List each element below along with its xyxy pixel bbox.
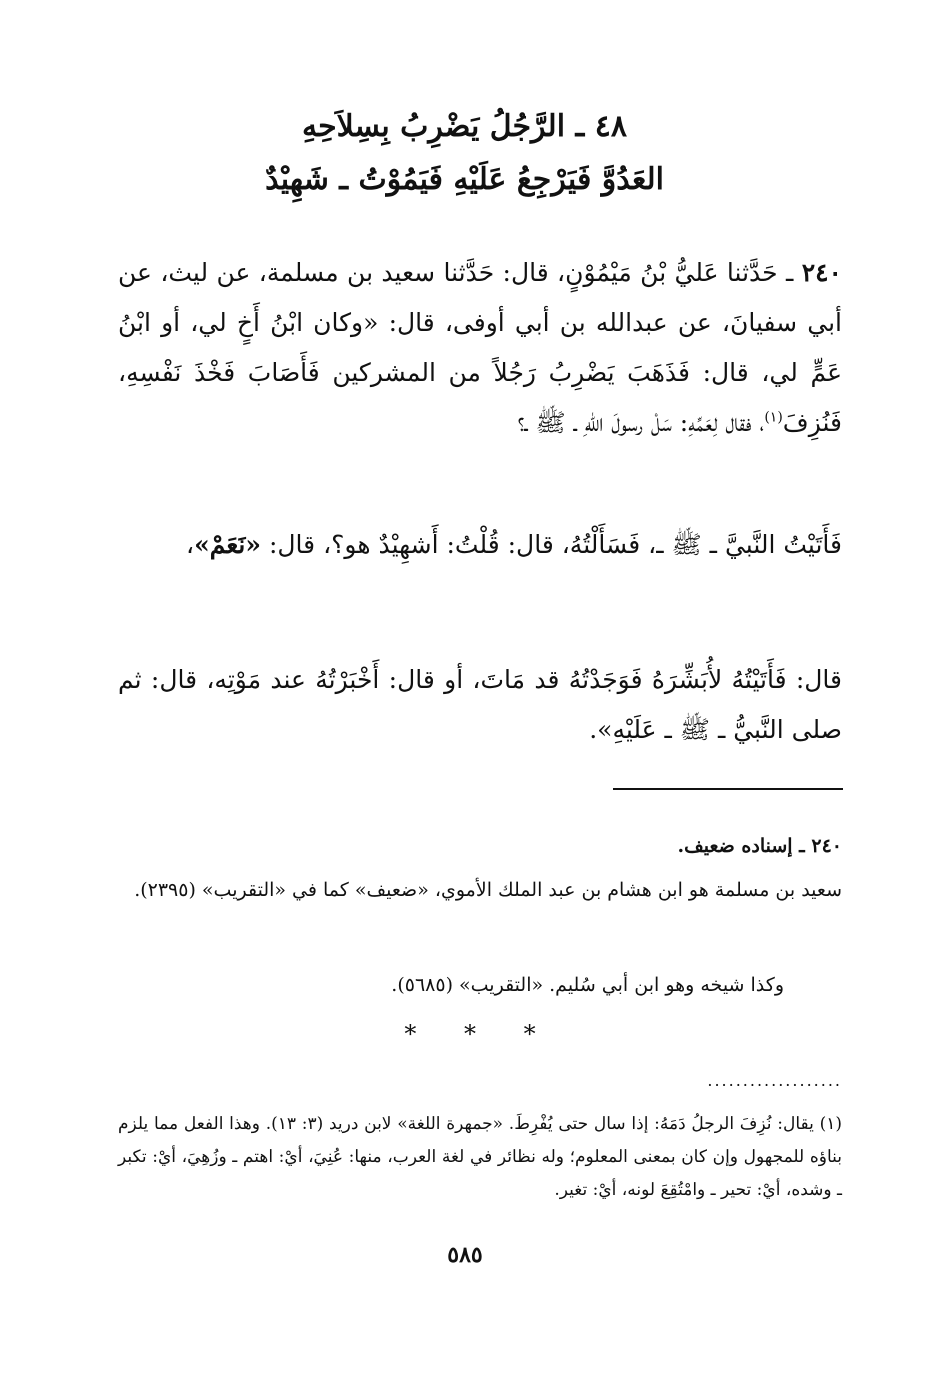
footnote-dotted-rule: ................... xyxy=(707,1071,842,1090)
hadith-text-2-end: ، xyxy=(186,530,195,559)
hadith-number: ٢٤٠ xyxy=(801,258,842,287)
note-narrator: سعيد بن مسلمة هو ابن هشام بن عبد الملك الأموي، «ضعيف» كما في «التقريب» (٢٣٩٥). xyxy=(134,879,842,901)
hadith-answer: «نَعَمْ» xyxy=(194,530,262,559)
hadith-text-2: فَأَتَيْتُ النَّبيَّ ـ ﷺ ـ، فَسَأَلْتُهُ، قال: قُلْتُ: أَشهِيْدٌ هو؟، قال: xyxy=(268,530,842,559)
section-separator: * * * xyxy=(404,1020,536,1048)
hadith-text-1: ـ حَدَّثنا عَليُّ بْنُ مَيْمُوْنٍ، قال: حَدَّثنا سعيد بن مسلمة، عن ليث، عن أبي سفيانَ، عن عبدالله بن أبي أوفى، قال: «وكان ابْنُ أَخٍ لي، أو ابْنُ عَمٍّ لي، قال: فَذَهَبَ يَضْرِبُ رَجُلاً من المشركين فَأَصَابَ فَخْذَ نَفْسِهِ، فَنُزِفَ xyxy=(118,258,842,437)
page-number: ٥٨٥ xyxy=(447,1242,483,1268)
chapter-title-line-2: العَدُوَّ فَيَرْجِعُ عَلَيْهِ فَيَمُوْتُ ـ شَهِيْدٌ xyxy=(265,162,664,197)
notes-divider xyxy=(613,788,843,790)
hadith-paragraph-3: قال: فَأَتَيْتُهُ لأُبَشِّرَهُ فَوَجَدْتُهُ قد مَاتَ، أو قال: أَخْبَرْتُهُ عند مَوْتِه، قال: ثم صلى النَّبيُّ ـ ﷺ ـ عَلَيْهِ». xyxy=(118,665,842,744)
note-sheikh: وكذا شيخه وهو ابن أبي سُليم. «التقريب» (٥٦٨٥). xyxy=(391,974,784,996)
hadith-text-1-end: ، فقال لِعَمِّهِ: سَلْ رسولَ اللهِ ـ ﷺ ـ؟ xyxy=(517,408,765,437)
note-isnad: ٢٤٠ ـ إسناده ضعيف. xyxy=(677,835,842,857)
footnote-reference: (١) xyxy=(764,409,783,426)
hadith-paragraph-1 xyxy=(118,248,842,448)
chapter-title-line-1: ٤٨ ـ الرَّجُلُ يَضْرِبُ بِسِلاَحِهِ xyxy=(302,109,627,144)
hadith-paragraph-2 xyxy=(118,520,842,570)
footnote: (١) يقال: نُزِفَ الرجلُ دَمَهُ: إذا سال حتى يُفْرِطَ. «جمهرة اللغة» لابن دريد (٣: ١٣). وهذا الفعل مما يلزم بناؤه للمجهول وإن كان بمعنى المعلوم؛ وله نظائر في لغة العرب، منها: عُنِيَ، أيْ: اهتم ـ وزُهِيَ، أيْ: تكبر ـ وشده، أيْ: تحير ـ وامْتُقِعَ لونه، أيْ: تغير. xyxy=(118,1114,842,1200)
